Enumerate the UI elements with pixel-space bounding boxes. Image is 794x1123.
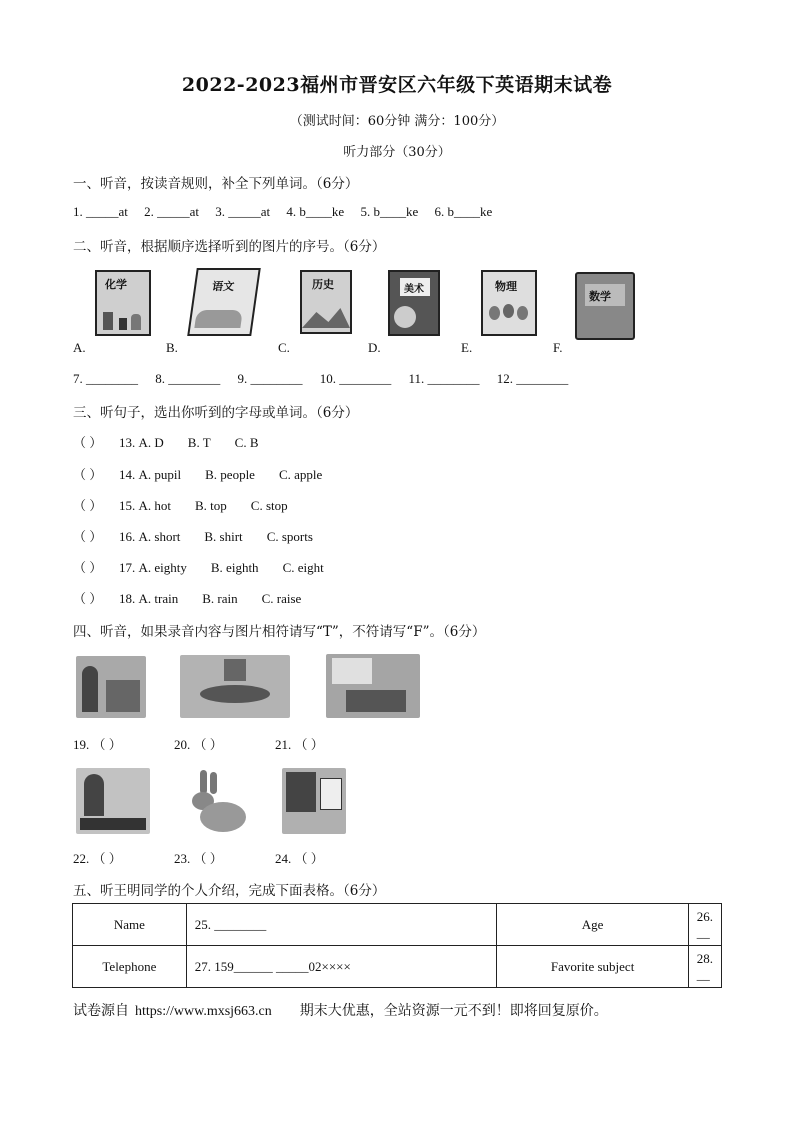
source-label: 试卷源自 bbox=[73, 1003, 129, 1019]
section-2-answers bbox=[73, 371, 582, 387]
rabbit-icon bbox=[186, 770, 248, 834]
section-2-heading: 二、听音，根据顺序选择听到的图片的序号。（6分） bbox=[73, 239, 386, 255]
footer bbox=[73, 1000, 608, 1020]
table-row bbox=[73, 946, 722, 988]
listening-part-title: 听力部分（30分） bbox=[343, 145, 451, 160]
question-24: 24. （ ） bbox=[275, 851, 324, 866]
section-1-heading: 一、听音，按读音规则，补全下列单词。（6分） bbox=[73, 176, 359, 192]
section-1-items bbox=[73, 204, 505, 220]
family-dinner-scene-icon bbox=[180, 655, 290, 718]
question-22: 22. （ ） bbox=[73, 851, 122, 866]
question-23: 23. （ ） bbox=[174, 851, 223, 866]
promo-text: 期末大优惠，全站资源一元不到！即将回复原价。 bbox=[299, 1003, 608, 1019]
table-cell: 28. __ bbox=[688, 946, 721, 988]
answer-blank: 9. ________ bbox=[237, 371, 303, 386]
section-5-heading: 五、听王明同学的个人介绍，完成下面表格。（6分） bbox=[73, 883, 386, 899]
table-cell: Favorite subject bbox=[497, 946, 688, 988]
subject-pictures: 化学 A. 语文 B. 历史 C. 美术 D. 物理 E. 数学 F. bbox=[73, 264, 673, 356]
fill-item: 4. b____ke bbox=[286, 204, 345, 219]
source-link[interactable]: https://www.mxsj663.cn bbox=[135, 1004, 272, 1019]
section-4-heading: 四、听音，如果录音内容与图片相符请写“T”，不符请写“F”。（6分） bbox=[73, 624, 486, 640]
chinese-book-icon: 语文 bbox=[187, 268, 261, 336]
library-scene-icon bbox=[282, 768, 346, 834]
art-book-icon: 美术 bbox=[388, 270, 440, 336]
physics-book-icon: 物理 bbox=[481, 270, 537, 336]
exam-info: （测试时间：60分钟 满分：100分） bbox=[289, 114, 505, 129]
answer-blank: 10. ________ bbox=[319, 371, 392, 386]
page-title: 2022-2023福州市晋安区六年级下英语期末试卷 bbox=[181, 74, 613, 96]
question-14: （ ） 14. A. pupil B. people C. apple bbox=[73, 467, 323, 482]
question-13: （ ） 13. A. D B. T C. B bbox=[73, 435, 259, 450]
section-3-heading: 三、听句子，选出你听到的字母或单词。（6分） bbox=[73, 405, 359, 421]
answer-blank: 11. ________ bbox=[408, 371, 480, 386]
fill-item: 2. _____at bbox=[144, 204, 200, 219]
classroom-scene-icon bbox=[76, 656, 146, 718]
chemistry-book-icon: 化学 bbox=[95, 270, 151, 336]
table-cell: Telephone bbox=[73, 946, 187, 988]
answer-blank: 8. ________ bbox=[155, 371, 221, 386]
table-cell: 27. 159______ _____02×××× bbox=[186, 946, 497, 988]
fill-item: 3. _____at bbox=[215, 204, 271, 219]
question-18: （ ） 18. A. train B. rain C. raise bbox=[73, 591, 302, 606]
answer-blank: 7. ________ bbox=[73, 371, 138, 386]
teachers-day-scene-icon bbox=[76, 768, 150, 834]
fill-item: 5. b____ke bbox=[360, 204, 419, 219]
question-19: 19. （ ） bbox=[73, 737, 122, 752]
fill-item: 1. _____at bbox=[73, 204, 128, 219]
table-cell: Age bbox=[497, 904, 688, 946]
question-20: 20. （ ） bbox=[174, 737, 223, 752]
answer-blank: 12. ________ bbox=[496, 371, 569, 386]
table-cell: Name bbox=[73, 904, 187, 946]
math-book-icon: 数学 bbox=[575, 272, 635, 340]
table-cell: 26. __ bbox=[688, 904, 721, 946]
fill-item: 6. b____ke bbox=[434, 204, 493, 219]
question-15: （ ） 15. A. hot B. top C. stop bbox=[73, 498, 288, 513]
table-row bbox=[73, 904, 722, 946]
question-17: （ ） 17. A. eighty B. eighth C. eight bbox=[73, 560, 324, 575]
restaurant-scene-icon bbox=[326, 654, 420, 718]
history-book-icon: 历史 bbox=[300, 270, 352, 334]
personal-info-table bbox=[72, 903, 722, 988]
table-cell: 25. ________ bbox=[186, 904, 497, 946]
question-21: 21. （ ） bbox=[275, 737, 324, 752]
question-16: （ ） 16. A. short B. shirt C. sports bbox=[73, 529, 313, 544]
